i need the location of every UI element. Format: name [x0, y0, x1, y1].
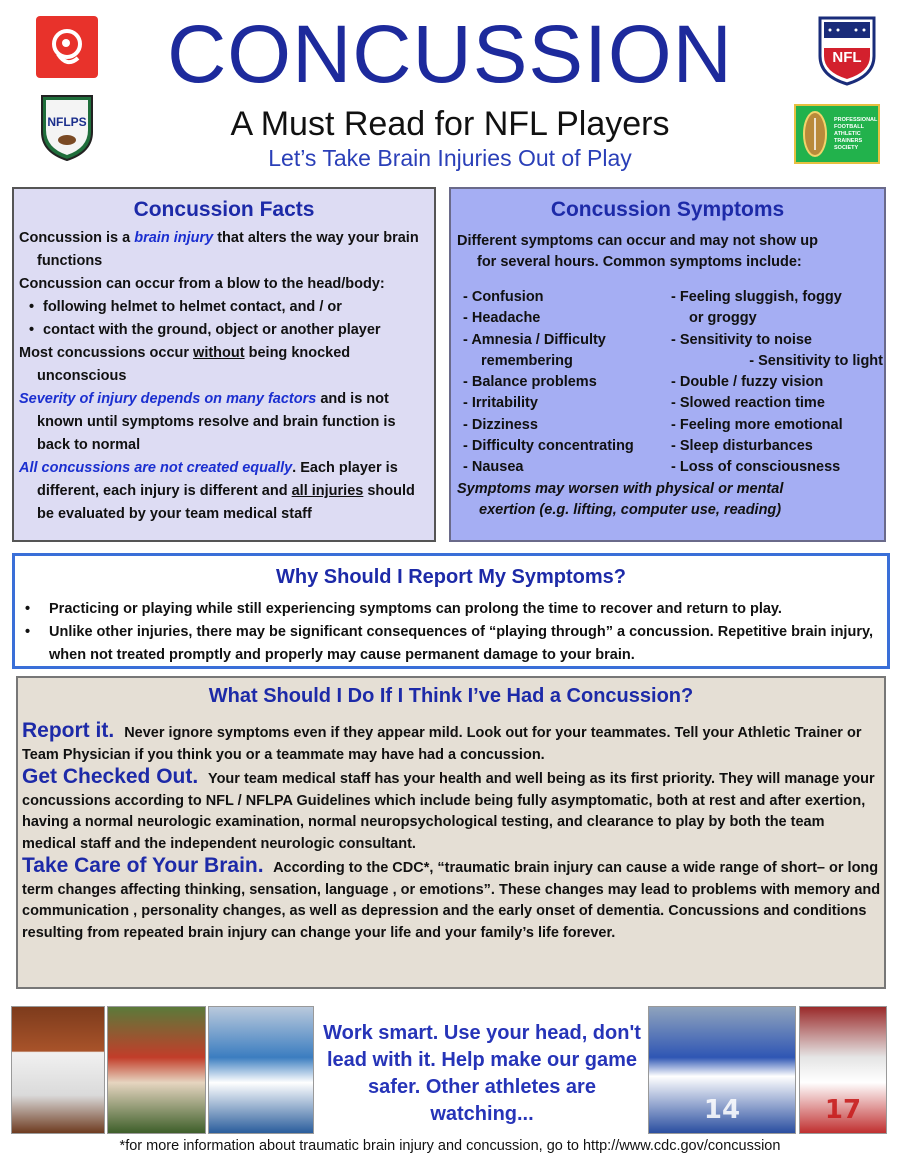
photo-youth-basketball: [11, 1006, 105, 1134]
symptom-item: - Dizziness: [463, 416, 538, 433]
todo-step-report: Report it. Never ignore symptoms even if they appear mild. Look out for your teammates. Tell your Athletic Trainer or Team Physician if you think you or a teammate may have had a concussion.: [22, 719, 862, 763]
todo-step-brain-care: Take Care of Your Brain. According to the CDC*, “traumatic brain injury can cause a wide range of short– or long term changes affecting thinking, sensation, language , or emotions”. These changes may lead to problems with memory and communication , personality changes, as well as depression and the early onset of dementia. Concussions and conditions resulting from repeated brain injury can change your life and your family’s life forever.: [22, 854, 881, 941]
report-bullet: • Practicing or playing while still experiencing symptoms can prolong the time to recover and return to play.: [21, 598, 885, 621]
symptom-item: remembering: [481, 352, 573, 369]
symptom-item: - Confusion: [463, 289, 544, 305]
symptom-item: - Sensitivity to noise: [671, 331, 812, 348]
symptom-item: - Difficulty concentrating: [463, 438, 634, 455]
symptom-item: - Feeling sluggish, foggy: [671, 289, 842, 305]
symptom-item: or groggy: [689, 310, 757, 327]
report-symptoms-panel: [12, 553, 890, 669]
facts-paragraph-2: Concussion can occur from a blow to the head/body:: [19, 276, 385, 292]
symptom-item: - Nausea: [463, 459, 524, 476]
symptom-item: - Double / fuzzy vision: [671, 374, 824, 391]
nflps-logo-text: NFLPS: [47, 115, 87, 129]
symptom-item: - Loss of consciousness: [671, 459, 841, 476]
symptom-item: - Irritability: [463, 395, 538, 412]
page-tagline: Let’s Take Brain Injuries Out of Play: [268, 145, 632, 171]
facts-heading: Concussion Facts: [133, 198, 315, 221]
facts-bullet: • contact with the ground, object or another player: [19, 319, 431, 342]
symptom-item: - Amnesia / Difficulty: [463, 331, 606, 348]
symptoms-footnote: Symptoms may worsen with physical or mental exertion (e.g. lifting, computer use, reading): [457, 481, 784, 518]
page-title: CONCUSSION: [167, 9, 733, 100]
page-subtitle: A Must Read for NFL Players: [230, 105, 670, 143]
concussion-symptoms-panel: [449, 187, 886, 542]
photo-womens-basketball: [208, 1006, 314, 1134]
symptom-item: - Balance problems: [463, 374, 597, 391]
todo-heading: What Should I Do If I Think I’ve Had a Concussion?: [208, 685, 694, 707]
symptoms-heading: Concussion Symptoms: [550, 198, 785, 221]
symptom-item: - Sleep disturbances: [671, 438, 813, 455]
symptom-item: - Sensitivity to light: [749, 352, 883, 369]
symptoms-intro: Different symptoms can occur and may not show up for several hours. Common symptoms include:: [457, 233, 818, 270]
jersey-number: 14: [703, 1095, 741, 1125]
todo-step-checked-out: Get Checked Out. Your team medical staff has your health and well being as its first priority. They will manage your concussions according to NFL / NFLPA Guidelines which include being fully asymptomatic, both at rest and after exertion, having a normal neurologic examination, normal neuropsychological testing, and clearance to play by both the team medical staff and the independent neurologic consultant.: [22, 765, 875, 852]
symptom-item: - Headache: [463, 310, 541, 327]
photo-youth-football: [648, 1006, 796, 1134]
concussion-facts-panel: [12, 187, 436, 542]
facts-paragraph-1: Concussion is a brain injury that alters the way your brain functions: [19, 230, 419, 269]
symptom-item: - Feeling more emotional: [671, 416, 843, 433]
photo-college-football: [107, 1006, 206, 1134]
report-heading: Why Should I Report My Symptoms?: [275, 566, 626, 588]
facts-paragraph-5: All concussions are not created equally. Each player is different, each injury is different and all injuries should be evaluated by your team medical staff: [19, 460, 415, 522]
report-bullet: • Unlike other injuries, there may be significant consequences of “playing through” a concussion. Repetitive brain injury, when not treated promptly and properly may cause permanent damage to your brain.: [21, 621, 885, 667]
symptom-item: - Slowed reaction time: [671, 395, 825, 412]
footer-note: *for more information about traumatic brain injury and concussion, go to http://www.cdc.gov/concussion: [119, 1138, 781, 1154]
facts-bullet: • following helmet to helmet contact, and / or: [19, 296, 431, 319]
nfl-logo-text: NFL: [832, 49, 862, 66]
jersey-number: 17: [824, 1095, 862, 1125]
photo-usa-hockey: [799, 1006, 887, 1134]
what-to-do-panel: [16, 676, 886, 989]
slogan: Work smart. Use your head, don't lead with it. Help make our game safer. Other athletes are watching...: [323, 1022, 641, 1125]
facts-paragraph-3: Most concussions occur without being knocked unconscious: [19, 345, 351, 384]
facts-paragraph-4: Severity of injury depends on many factors and is not known until symptoms resolve and brain function is back to normal: [19, 391, 396, 453]
symptoms-list-left: [463, 287, 673, 479]
green-logo-text: PROFESSIONAL FOOTBALL ATHLETIC TRAINERS SOCIETY: [834, 116, 878, 151]
symptoms-list-right: [671, 287, 883, 479]
